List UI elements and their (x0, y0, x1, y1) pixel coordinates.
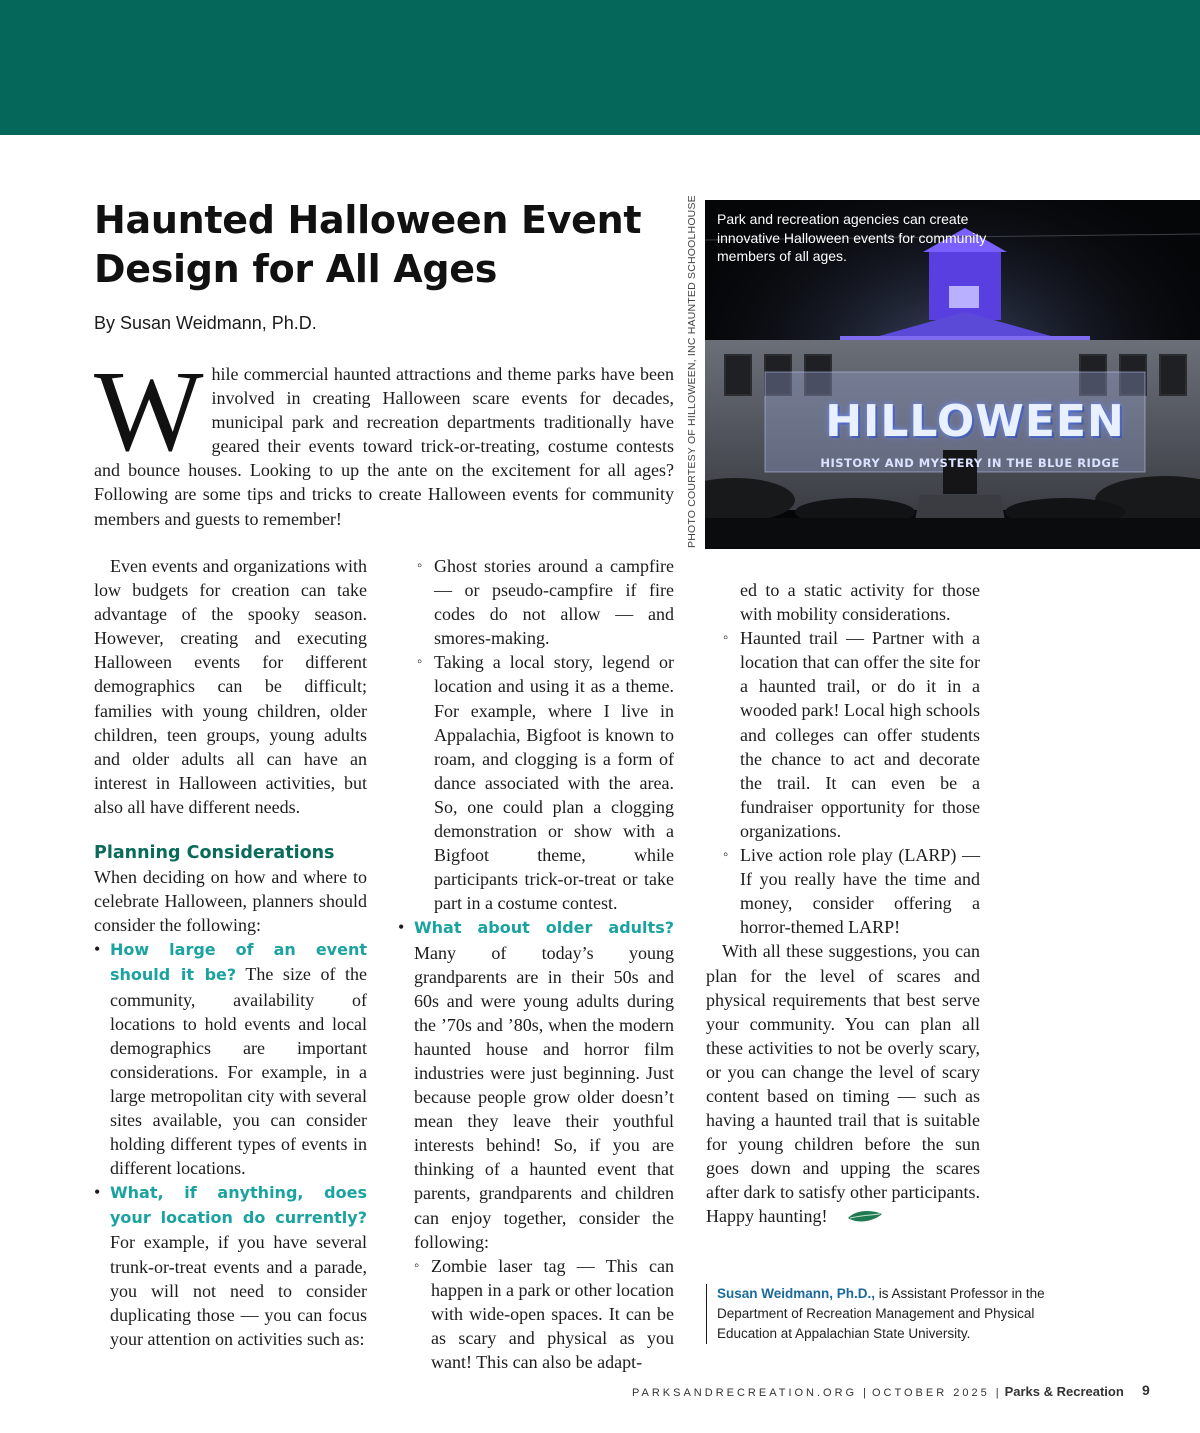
header-band (0, 0, 1200, 135)
closing-text: With all these suggestions, you can plan for the level of scares and physical requirements that best serve your community. You can plan all these activities to not be overly scary, or you can change the level of scary content based on timing — such as having a haunted trail that is suitable for young children before the sun goes down and upping the scares after dark to satisfy other participants. Happy haunting! (706, 941, 980, 1227)
bullet-list (94, 937, 367, 1351)
article-title (94, 196, 674, 294)
footer-magazine: Parks & Recreation (1004, 1384, 1124, 1399)
sub-list (398, 554, 674, 915)
leaf-end-icon (831, 1207, 883, 1231)
title-line-2: Design for All Ages (94, 247, 498, 291)
byline: By Susan Weidmann, Ph.D. (94, 313, 317, 333)
bullet-question: What about older adults? (414, 918, 674, 938)
footer-separator: | (863, 1387, 866, 1399)
sub-list-item: ◦ Ghost stories around a campfire — or pseudo-campfire if fire codes do not allow — and smores-making. (417, 554, 674, 650)
paragraph-continuation: ed to a static activity for those with mobility considerations. (740, 580, 980, 625)
bullet-text: Many of today’s young grandparents are in their 50s and 60s and were young adults during the ’70s and ’80s, when the modern haunted house and horror film industries were just beginning. Just because people grow older doesn’t mean they leave their youthful interests behind! So, if you are thinking of a haunted event that parents, grandparents and children can enjoy together, consider the following: (414, 942, 674, 1252)
column-1 (94, 554, 367, 1351)
footer-separator: | (995, 1387, 999, 1399)
bullet-text: The size of the community, availability of locations to hold events and local demographics are important considerations. For example, in a large metropolitan city with several sites available, you can consider holding different types of events in different locations. (110, 964, 367, 1179)
intro-paragraph (94, 348, 674, 531)
author-bio (706, 1284, 1086, 1344)
sub-list-item: ◦ Taking a local story, legend or location and using it as a theme. For example, where I live in Appalachia, Bigfoot is known to roam, and clogging is a form of dance associated with the area. So, one could plan a clogging demonstration or show with a Bigfoot theme, while participants trick-or-treat or take part in a costume contest. (417, 650, 674, 915)
article-photo (705, 200, 1200, 549)
footer-issue: OCTOBER 2025 (871, 1387, 990, 1399)
closing-paragraph (706, 939, 980, 1231)
photo-credit: PHOTO COURTESY OF HILLOWEEN, INC HAUNTED SCHOOLHOUSE (686, 195, 698, 548)
drop-cap: W (94, 348, 204, 476)
column-2 (398, 554, 674, 1374)
paragraph: Even events and organizations with low budgets for creation can take advantage of the spooky season. However, creating and executing Halloween events for different demographics can be difficult; families with young children, older children, teen groups, young adults and older adults all can have an interest in Halloween activities, but also all have different needs. (94, 556, 367, 817)
paragraph: When deciding on how and where to celebrate Halloween, planners should consider the following: (94, 867, 367, 936)
list-item (94, 1180, 367, 1351)
sub-list (706, 626, 980, 939)
intro-text: hile commercial haunted attractions and theme parks have been involved in creating Halloween scare events for decades, municipal park and recreation departments traditionally have geared their events toward trick-or-treating, costume contests and bounce houses. Looking to up the ante on the excitement for all ages? Following are some tips and tricks to create Halloween events for community members and guests to remember! (94, 364, 674, 529)
bullet-text: For example, if you have several trunk-or-treat events and a parade, you will not need to consider duplicating those — you can focus your attention on activities such as: (110, 1232, 367, 1349)
sub-list-item: ◦ Zombie laser tag — This can happen in a park or other location with wide-open spaces. It can be as scary and physical as you want! This can also be adapt- (414, 1254, 674, 1374)
list-item (94, 937, 367, 1180)
projection-title: HILLOWEEN (825, 396, 1125, 447)
page-number: 9 (1142, 1382, 1150, 1398)
page-footer (632, 1384, 1152, 1399)
bio-name: Susan Weidmann, Ph.D., (717, 1286, 876, 1301)
section-heading: Planning Considerations (94, 843, 335, 864)
sub-list-item: ◦ Live action role play (LARP) — If you really have the time and money, consider offering a horror-themed LARP! (723, 843, 980, 939)
bullet-question: How large of an event should it be? (110, 940, 367, 985)
title-line-1: Haunted Halloween Event (94, 198, 642, 242)
footer-site: PARKSANDRECREATION.ORG (632, 1387, 858, 1399)
sub-list-item: ◦ Haunted trail — Partner with a location that can offer the site for a haunted trail, or do it in a wooded park! Local high schools and colleges can offer students the chance to act and decorate the trail. It can even be a fundraiser opportunity for those organizations. (723, 626, 980, 843)
column-3 (706, 578, 980, 1232)
bio-text: is Assistant Professor in the Department of Recreation Management and Physical Education at Appalachian State University. (717, 1286, 1045, 1341)
bullet-list (398, 915, 674, 1374)
photo-caption: Park and recreation agencies can create innovative Halloween events for community members of all ages. (717, 211, 987, 264)
bullet-question: What, if anything, does your location do currently? (110, 1183, 367, 1228)
projection-subtitle: HISTORY AND MYSTERY IN THE BLUE RIDGE (820, 456, 1120, 470)
sub-list (414, 1254, 674, 1374)
list-item (398, 915, 674, 1374)
